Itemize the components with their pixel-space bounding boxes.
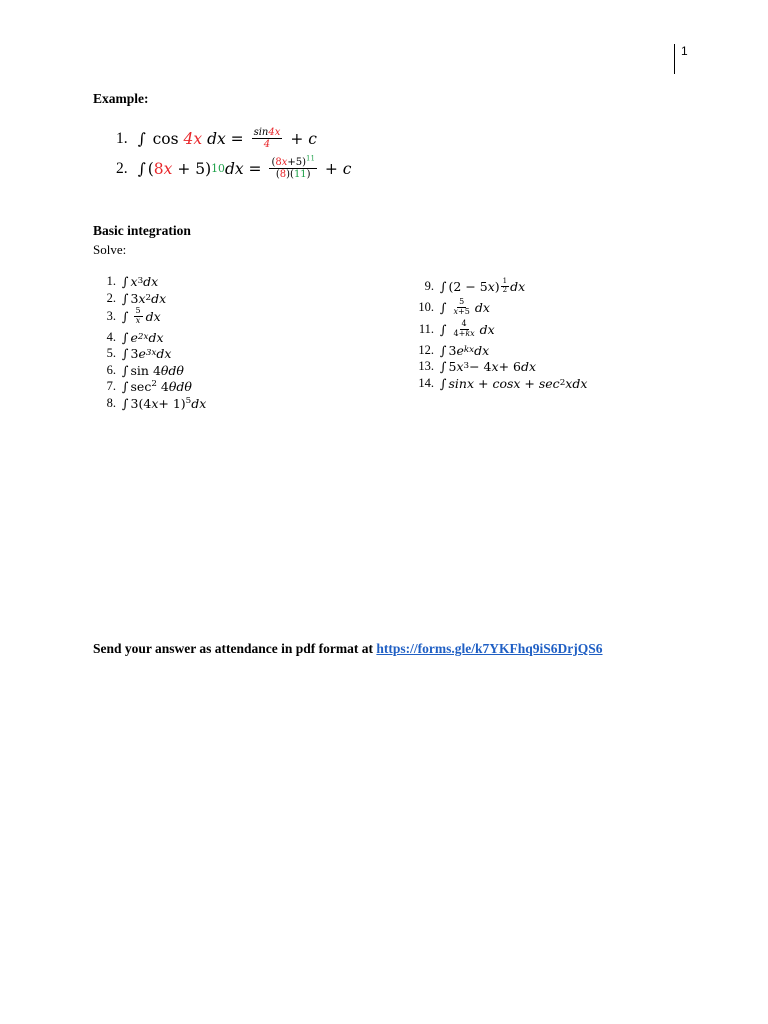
question-3: 3. ∫ $\frac{5}{x}$ dx — [106, 305, 161, 325]
question-6: 6. ∫ sin 4 θdθ — [106, 362, 184, 378]
example-1: 1. ∫ cos 4 x dx = $\frac{\sin 4x}{4}$ + c — [116, 127, 317, 150]
example-heading: Example: — [93, 91, 149, 106]
question-11: 11. ∫ $\frac{4}{4+kx}$ dx — [418, 318, 495, 338]
page-number-rule — [674, 44, 675, 74]
question-4: 4. ∫ e 2x dx — [106, 329, 164, 345]
question-9: 9. ∫ (2 − 5 x ) $\frac{1}{2}$ dx — [424, 276, 526, 294]
section-heading: Basic integration — [93, 223, 191, 238]
question-10: 10. ∫ $\frac{5}{x+5}$ dx — [418, 296, 490, 316]
example-2: 2. ∫ ( 8 x + 5) 10 dx = $\frac{(8x+5)^{11}}{(8)(11)}$ + c — [116, 154, 352, 180]
submission-instructions — [93, 641, 603, 657]
question-14: 14. ∫ sinx + cosx + sec 2 xdx — [418, 375, 588, 391]
question-7: 7. ∫ $\sec^2 4$ θdθ — [106, 378, 192, 394]
question-1: 1. ∫ x 3 dx — [106, 273, 159, 289]
solve-label: Solve: — [93, 242, 127, 257]
question-8: 8. ∫ 3(4 x + 1)$^5$ dx — [106, 395, 207, 411]
question-13: 13. ∫ 5 x 3 − 4 x + 6 dx — [418, 358, 537, 374]
example-number: 1. — [116, 129, 128, 147]
question-2: 2. ∫ 3 x 2 dx — [106, 290, 167, 306]
example-number: 2. — [116, 159, 128, 177]
google-form-link[interactable]: https://forms.gle/k7YKFhq9iS6DrjQS6 — [376, 641, 603, 656]
question-5: 5. ∫ 3 e 3x dx — [106, 345, 172, 361]
question-12: 12. ∫ 3 e kx dx — [418, 342, 490, 358]
submission-text: Send your answer as attendance in pdf format at — [93, 641, 377, 656]
page-number: 1 — [681, 44, 688, 58]
